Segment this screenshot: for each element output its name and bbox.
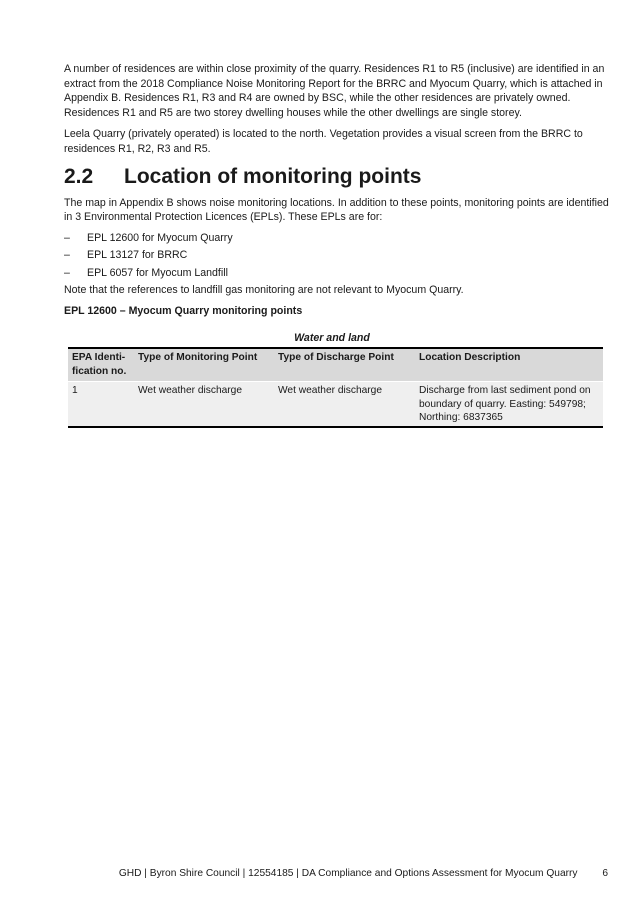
header-monitoring-type: Type of Monitoring Point (138, 352, 258, 364)
intro-paragraph-2: Leela Quarry (privately operated) is located to the north. Vegetation provides a visual screen from the BRRC to residences R1, R2, R3 and R5. (64, 128, 583, 155)
page-content (64, 62, 609, 428)
page-number: 6 (602, 868, 608, 879)
cell-monitoring-type: Wet weather discharge (138, 385, 243, 397)
footer-text: GHD | Byron Shire Council | 12554185 | DA Compliance and Options Assessment for Myocum Quarry (118, 868, 578, 879)
header-epa-id: EPA Identi-fication no. (72, 352, 127, 377)
table-title: Water and land (294, 332, 370, 345)
cell-epa-id: 1 (72, 385, 78, 397)
section-heading (64, 165, 609, 189)
header-location: Location Description (419, 352, 521, 364)
list-item (64, 231, 609, 246)
intro-paragraph-1: A number of residences are within close proximity of the quarry. Residences R1 to R5 (inclusive) are identified in an extract from the 2018 Compliance Noise Monitoring Report for the BRRC and Myocum Quarry, which is attached in Appendix B. Residences R1, R3 and R4 are owned by BSC, while the other residences are privately owned. Residences R1 and R5 are two storey dwelling houses while the other dwellings are single storey. (64, 63, 605, 119)
list-item-text: EPL 13127 for BRRC (87, 249, 188, 262)
section-paragraph: The map in Appendix B shows noise monitoring locations. In addition to these points, monitoring points are identified in 3 Environmental Protection Licences (EPLs). These EPLs are for: (64, 196, 609, 224)
bullet-marker: – (64, 249, 70, 262)
page-footer (0, 868, 608, 880)
monitoring-points-table (68, 347, 603, 428)
section-title: Location of monitoring points (124, 164, 422, 188)
note-paragraph: Note that the references to landfill gas monitoring are not relevant to Myocum Quarry. (64, 283, 464, 296)
table-row (68, 382, 603, 427)
table-header-row (68, 348, 603, 382)
epl-list (64, 231, 609, 280)
list-item-text: EPL 6057 for Myocum Landfill (87, 266, 228, 279)
cell-discharge-type: Wet weather discharge (278, 385, 383, 397)
section-number: 2.2 (64, 164, 94, 188)
list-item (64, 266, 609, 281)
bullet-marker: – (64, 231, 70, 244)
cell-location: Discharge from last sediment pond on boundary of quarry. Easting: 549798; Northing: 6837365 (419, 385, 591, 424)
epl-subheading: EPL 12600 – Myocum Quarry monitoring points (64, 304, 303, 317)
bullet-marker: – (64, 266, 70, 279)
list-item-text: EPL 12600 for Myocum Quarry (87, 231, 233, 244)
header-discharge-type: Type of Discharge Point (278, 352, 394, 364)
list-item (64, 248, 609, 263)
